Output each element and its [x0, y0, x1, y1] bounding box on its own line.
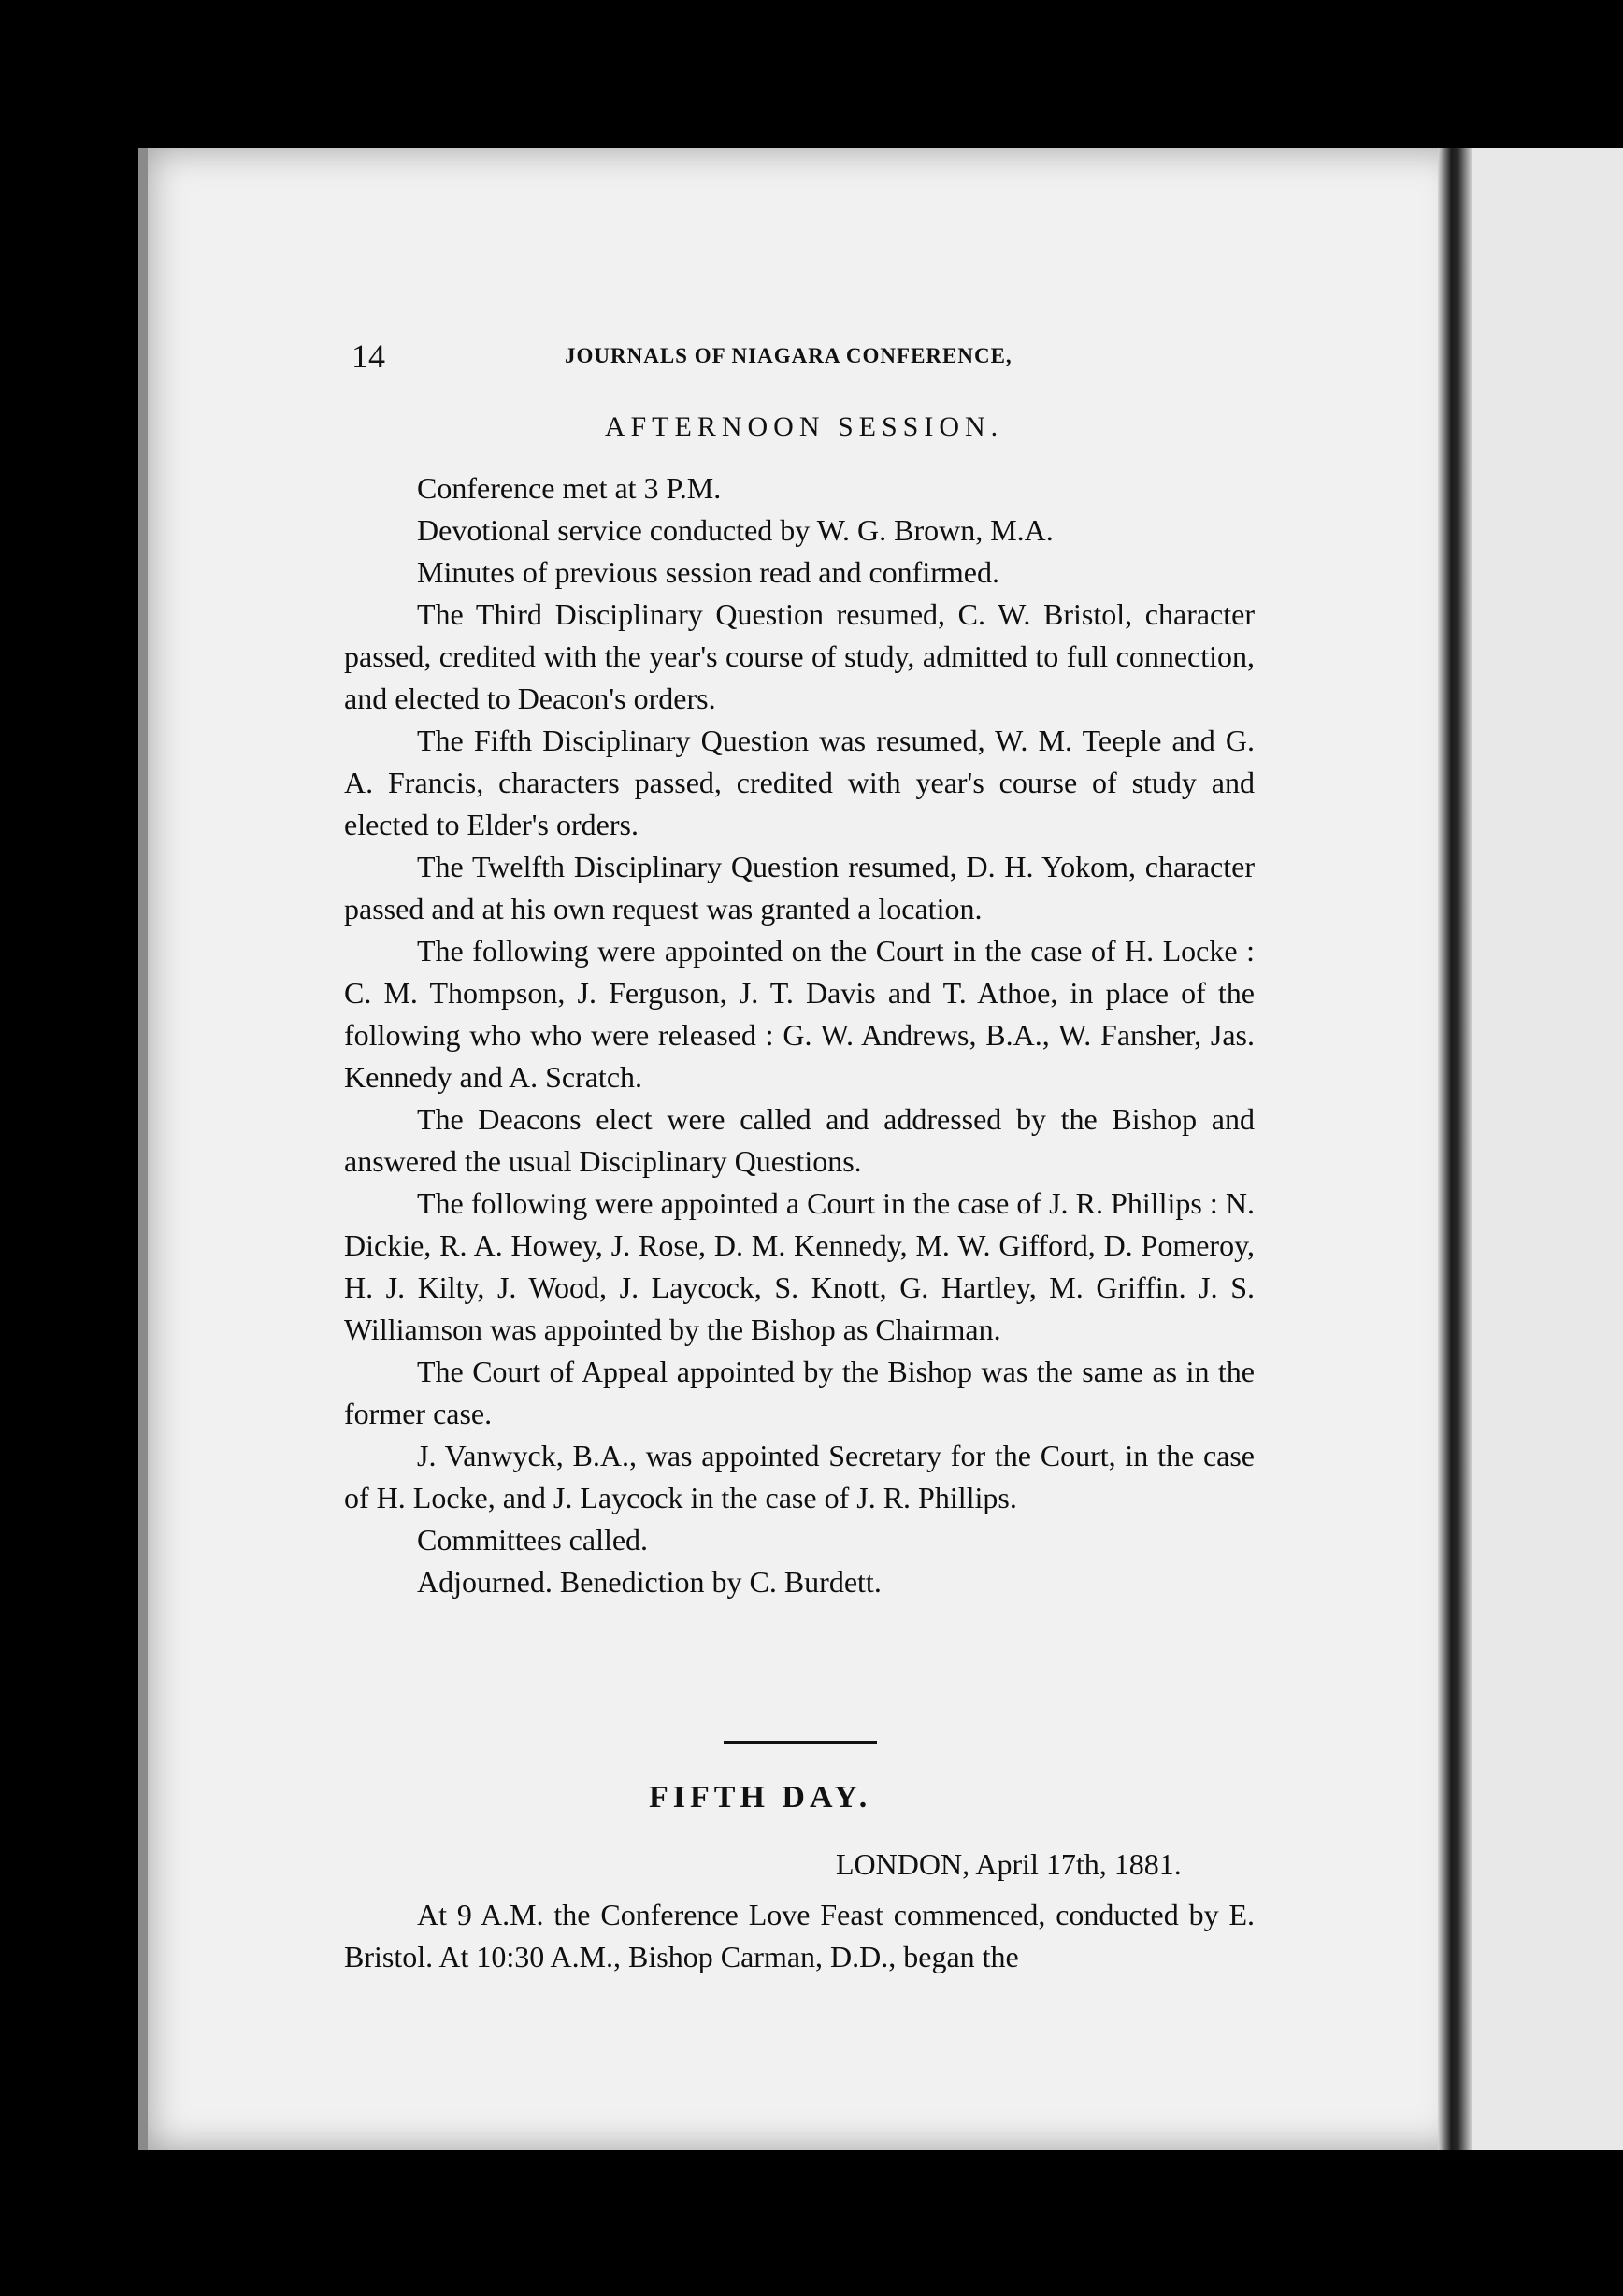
- page-header: [352, 337, 1286, 383]
- session-body: [344, 467, 1255, 1603]
- paragraph: J. Vanwyck, B.A., was appointed Secretary for the Court, in the case of H. Locke, and J. Laycock in the case of J. R. Phillips.: [344, 1439, 1255, 1514]
- paragraph: Conference met at 3 P.M.: [417, 471, 722, 505]
- paragraph: The Third Disciplinary Question resumed, C. W. Bristol, character passed, credited with the year's course of study, admitted to full connection, and elected to Deacon's orders.: [344, 597, 1255, 715]
- paragraph: At 9 A.M. the Conference Love Feast commenced, conducted by E. Bristol. At 10:30 A.M., Bishop Carman, D.D., began the: [344, 1898, 1255, 1973]
- day-heading: FIFTH DAY.: [649, 1780, 872, 1815]
- paragraph: The Deacons elect were called and addressed by the Bishop and answered the usual Disciplinary Questions.: [344, 1102, 1255, 1178]
- paragraph: The following were appointed on the Court in the case of H. Locke : C. M. Thompson, J. Ferguson, J. T. Davis and T. Athoe, in place of the following who who were released : G. W. Andrews, B.A., W. Fansher, Jas. Kennedy and A. Scratch.: [344, 934, 1255, 1094]
- facing-page: [1472, 148, 1623, 2150]
- paragraph: The Court of Appeal appointed by the Bishop was the same as in the former case.: [344, 1355, 1255, 1430]
- running-head: JOURNALS OF NIAGARA CONFERENCE,: [565, 344, 1013, 367]
- paragraph: The Twelfth Disciplinary Question resumed, D. H. Yokom, character passed and at his own request was granted a location.: [344, 850, 1255, 926]
- dateline: LONDON, April 17th, 1881.: [836, 1847, 1182, 1881]
- paragraph: Committees called.: [417, 1523, 649, 1557]
- section-separator-rule: [724, 1741, 877, 1744]
- section-title: AFTERNOON SESSION.: [604, 411, 1004, 442]
- paragraph: Adjourned. Benediction by C. Burdett.: [417, 1565, 882, 1599]
- page-gutter-edge: [1438, 148, 1472, 2150]
- paragraph: Devotional service conducted by W. G. Brown, M.A.: [417, 513, 1054, 547]
- fifth-day-body: [344, 1894, 1255, 1978]
- paragraph: The Fifth Disciplinary Question was resumed, W. M. Teeple and G. A. Francis, characters passed, credited with year's course of study and elected to Elder's orders.: [344, 724, 1255, 841]
- paragraph: Minutes of previous session read and confirmed.: [417, 555, 999, 589]
- page-number: 14: [352, 337, 385, 375]
- paragraph: The following were appointed a Court in the case of J. R. Phillips : N. Dickie, R. A. Howey, J. Rose, D. M. Kennedy, M. W. Gifford, D. Pomeroy, H. J. Kilty, J. Wood, J. Laycock, S. Knott, G. Hartley, M. Griffin. J. S. Williamson was appointed by the Bishop as Chairman.: [344, 1186, 1255, 1346]
